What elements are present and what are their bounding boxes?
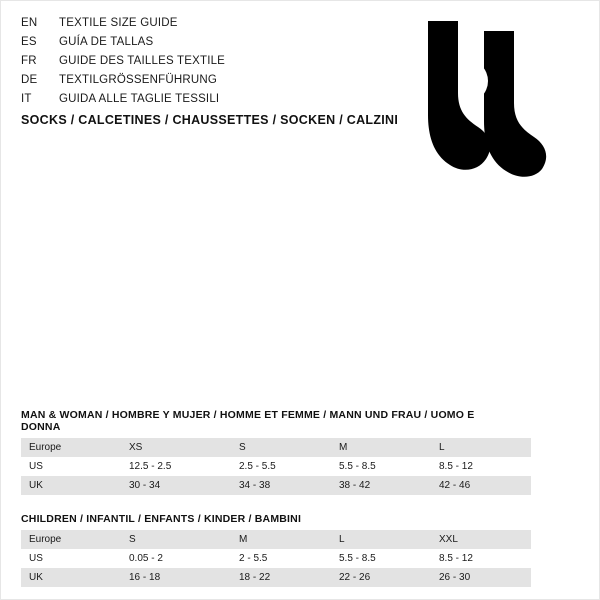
page-subtitle: SOCKS / CALCETINES / CHAUSSETTES / SOCKEN / CALZINI xyxy=(21,113,399,127)
table-cell: UK xyxy=(21,476,121,495)
table-cell: XXL xyxy=(431,530,531,549)
language-list xyxy=(21,17,391,112)
table-cell: US xyxy=(21,549,121,568)
socks-pair-icon xyxy=(406,19,581,179)
table-cell: 8.5 - 12 xyxy=(431,457,531,476)
table-row xyxy=(21,476,531,495)
table-cell: UK xyxy=(21,568,121,587)
language-row xyxy=(21,17,391,36)
language-code: EN xyxy=(21,17,38,29)
language-text: TEXTILE SIZE GUIDE xyxy=(59,17,178,29)
table xyxy=(21,438,531,495)
table-row xyxy=(21,438,531,457)
language-row xyxy=(21,36,391,55)
table-row xyxy=(21,549,531,568)
table-title: CHILDREN / INFANTIL / ENFANTS / KINDER / BAMBINI xyxy=(21,513,302,525)
table-cell: XS xyxy=(121,438,231,457)
language-row xyxy=(21,93,391,112)
table-cell: S xyxy=(121,530,231,549)
table-cell: 2.5 - 5.5 xyxy=(231,457,331,476)
table-cell: 42 - 46 xyxy=(431,476,531,495)
table-cell: M xyxy=(231,530,331,549)
table-cell: Europe xyxy=(21,438,121,457)
table-cell: 2 - 5.5 xyxy=(231,549,331,568)
language-row xyxy=(21,55,391,74)
table-cell: 5.5 - 8.5 xyxy=(331,549,431,568)
language-code: ES xyxy=(21,36,37,48)
table-cell: 12.5 - 2.5 xyxy=(121,457,231,476)
language-text: TEXTILGRÖSSENFÜHRUNG xyxy=(59,74,217,86)
table-cell: US xyxy=(21,457,121,476)
table-cell: L xyxy=(431,438,531,457)
language-text: GUÍA DE TALLAS xyxy=(59,36,154,48)
table-cell: 16 - 18 xyxy=(121,568,231,587)
size-table-man-woman xyxy=(21,409,491,495)
size-table-children xyxy=(21,513,491,587)
table-cell: 26 - 30 xyxy=(431,568,531,587)
table-title: MAN & WOMAN / HOMBRE Y MUJER / HOMME ET FEMME / MANN UND FRAU / UOMO E DONNA xyxy=(21,409,475,433)
table-cell: 5.5 - 8.5 xyxy=(331,457,431,476)
table-cell: 30 - 34 xyxy=(121,476,231,495)
language-row xyxy=(21,74,391,93)
table-cell: 34 - 38 xyxy=(231,476,331,495)
language-text: GUIDE DES TAILLES TEXTILE xyxy=(59,55,226,67)
table xyxy=(21,530,531,587)
table-cell: S xyxy=(231,438,331,457)
table-row xyxy=(21,457,531,476)
table-row xyxy=(21,568,531,587)
language-code: FR xyxy=(21,55,37,67)
table-cell: M xyxy=(331,438,431,457)
table-cell: 38 - 42 xyxy=(331,476,431,495)
language-text: GUIDA ALLE TAGLIE TESSILI xyxy=(59,93,220,105)
table-cell: 18 - 22 xyxy=(231,568,331,587)
language-code: IT xyxy=(21,93,32,105)
table-row xyxy=(21,530,531,549)
language-code: DE xyxy=(21,74,38,86)
table-cell: 22 - 26 xyxy=(331,568,431,587)
table-cell: 0.05 - 2 xyxy=(121,549,231,568)
table-cell: 8.5 - 12 xyxy=(431,549,531,568)
table-cell: Europe xyxy=(21,530,121,549)
table-cell: L xyxy=(331,530,431,549)
